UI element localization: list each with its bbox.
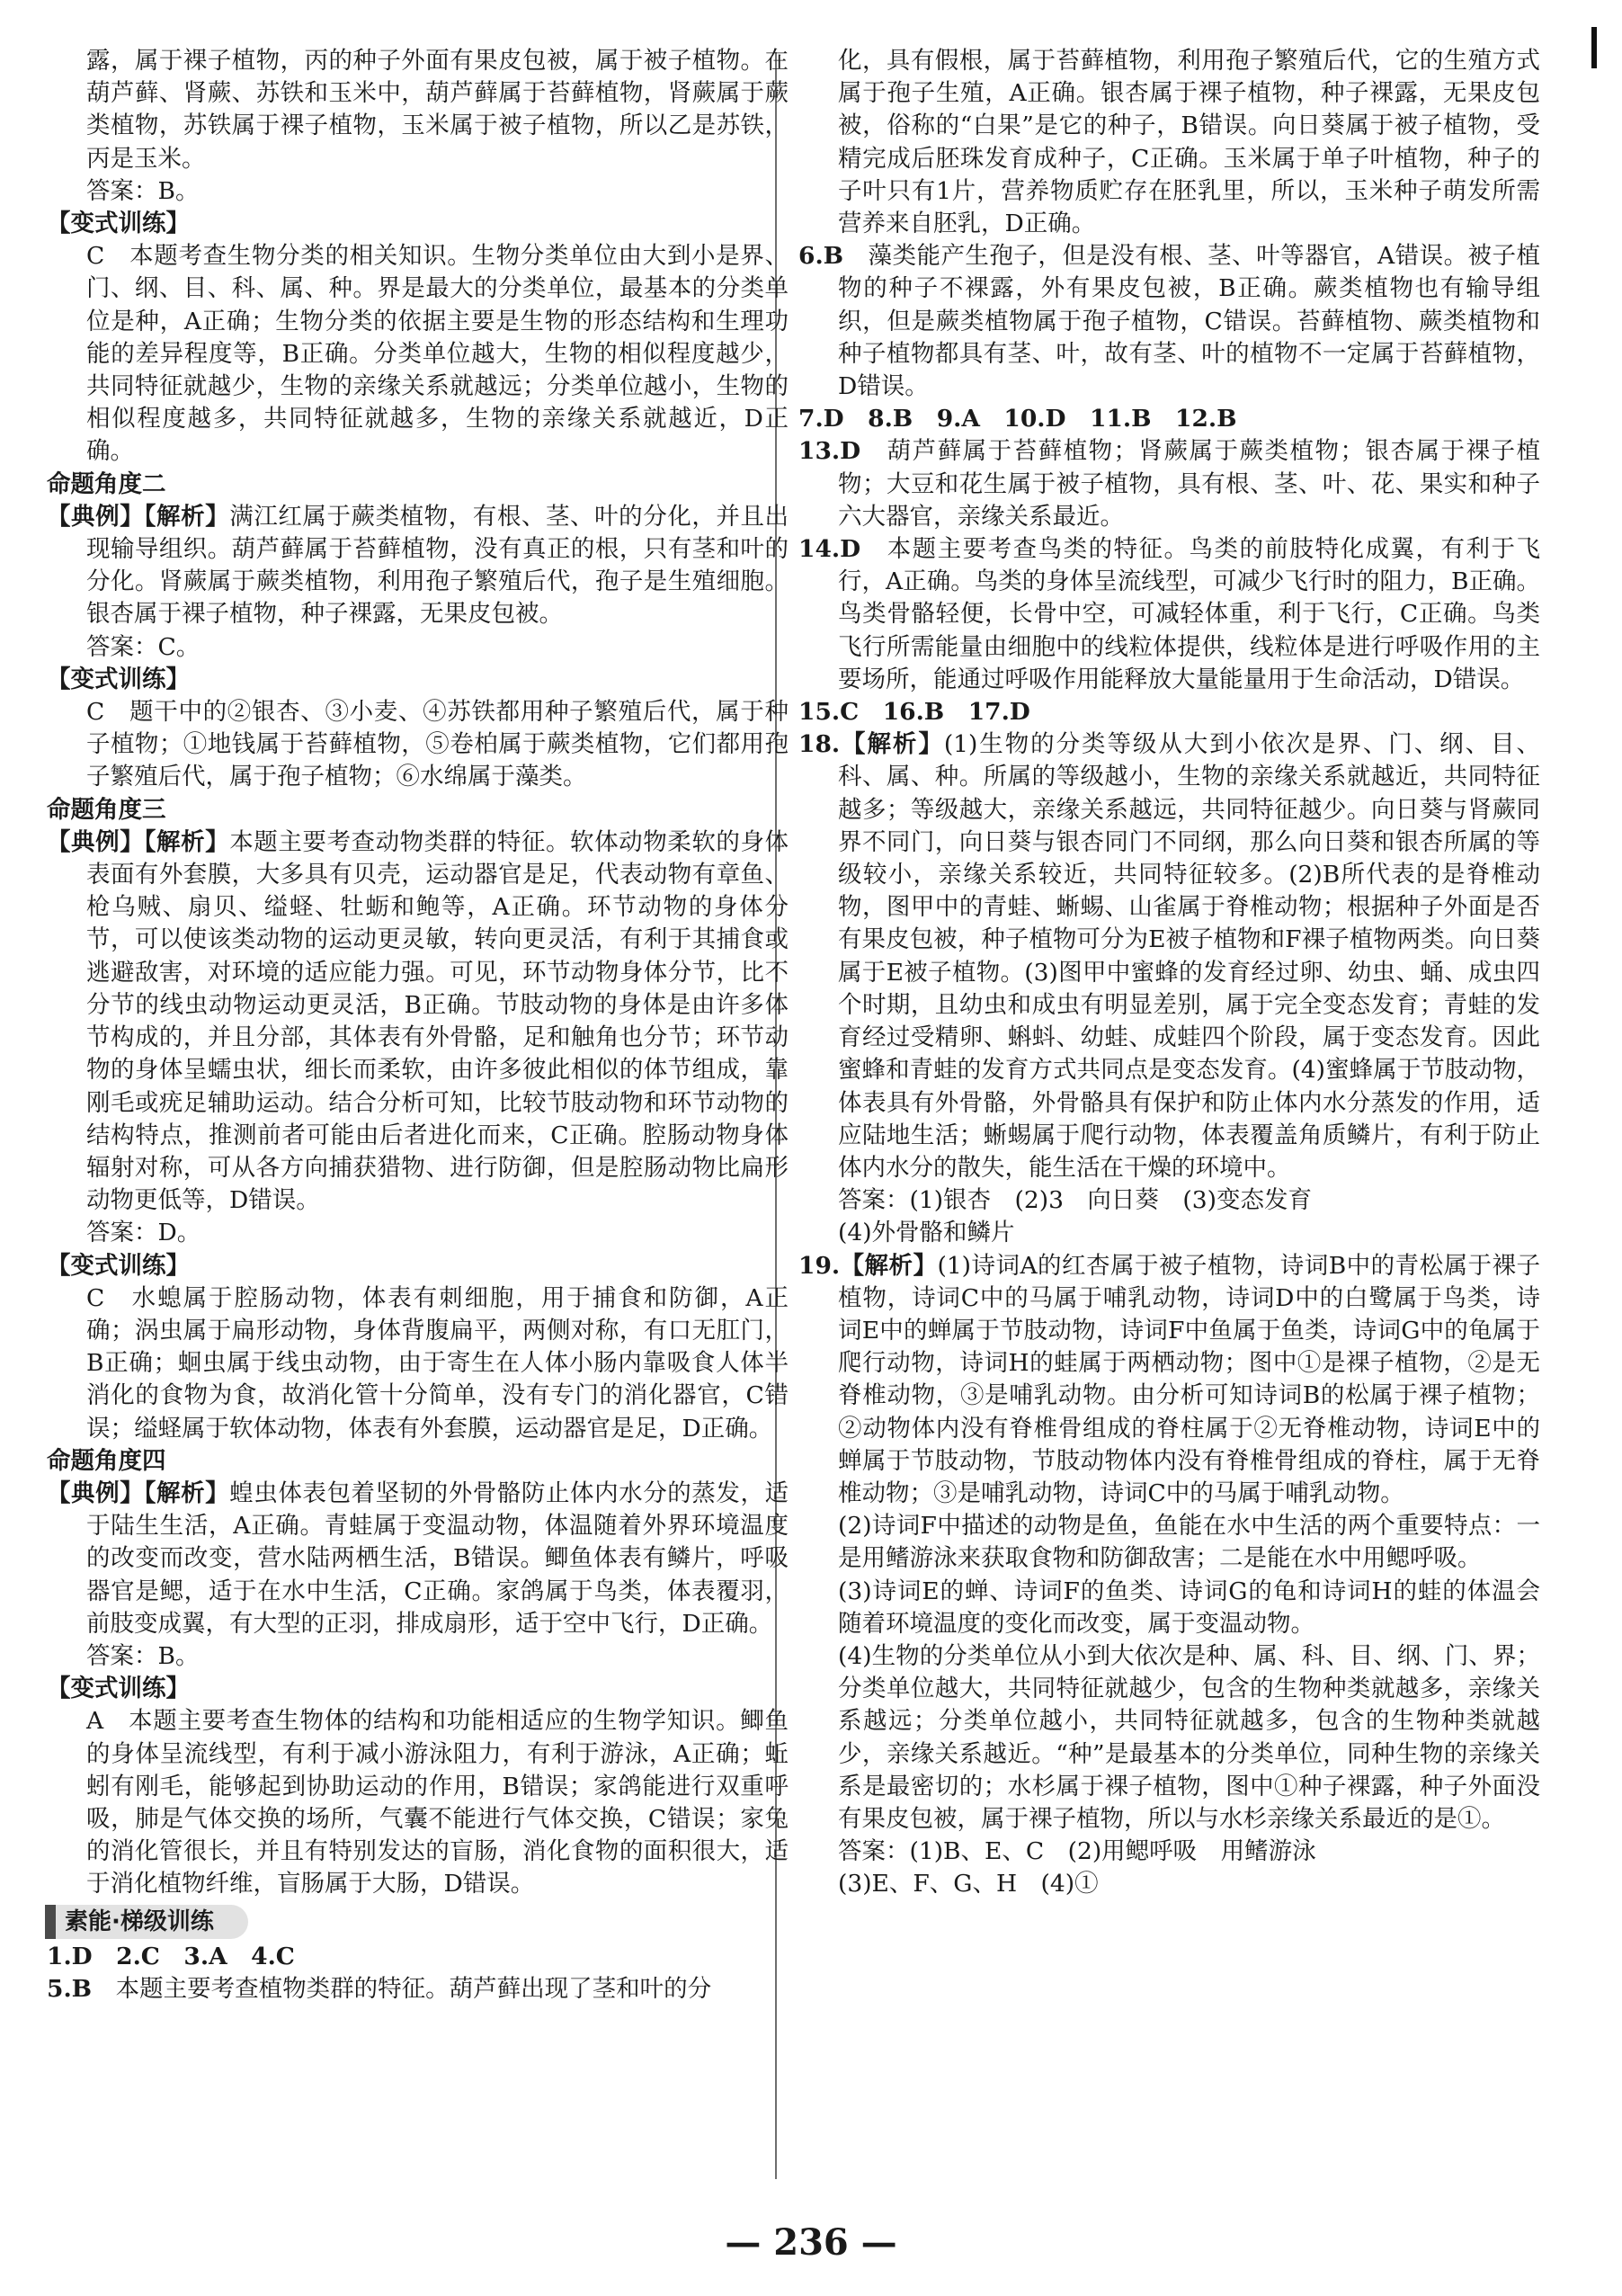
intro-answer: 答案：B。 bbox=[86, 176, 200, 205]
angle-2-variant-text: C 题干中的②银杏、③小麦、④苏铁都用种子繁殖后代，属于种子植物；①地钱属于苔藓植物，⑤卷柏属于蕨类植物，它们都用孢子繁殖后代，属于孢子植物；⑥水绵属于藻类。 bbox=[86, 698, 789, 791]
section-banner: 素能·梯级训练 bbox=[50, 1905, 248, 1939]
angle-4-example bbox=[47, 1478, 789, 1640]
question-6-text: 藻类能产生孢子，但是没有根、茎、叶等器官，A错误。被子植物的种子不裸露，外有果皮包被，B正确。蕨类植物也有输导组织，但是蕨类植物属于孢子植物，C错误。苔藓植物、蕨类植物和种子植物都具有茎、叶，故有茎、叶的植物不一定属于苔藓植物，D错误。 bbox=[838, 242, 1540, 401]
question-5-text: 本题主要考查植物类群的特征。葫芦藓出现了茎和叶的分 bbox=[115, 1974, 712, 2003]
answers-15-17: 15.C 16.B 17.D bbox=[798, 698, 1030, 727]
page-number-value: 236 bbox=[773, 2221, 849, 2264]
question-19-part-3: (3)诗词E的蝉、诗词F的鱼类、诗词G的龟和诗词H的蛙的体温会随着环境温度的变化而改变，属于变温动物。 bbox=[838, 1577, 1540, 1638]
angle-4-title: 命题角度四 bbox=[47, 1446, 166, 1475]
question-13-text: 葫芦藓属于苔藓植物；肾蕨属于蕨类植物；银杏属于裸子植物；大豆和花生属于被子植物，具有根、茎、叶、花、果实和种子六大器官，亲缘关系最近。 bbox=[838, 437, 1541, 531]
left-column bbox=[47, 45, 789, 2006]
angle-2-variant-heading: 【变式训练】 bbox=[47, 665, 190, 693]
variant-training-heading-1: 【变式训练】 bbox=[47, 210, 190, 238]
question-19-part-4: (4)生物的分类单位从小到大依次是种、属、科、目、纲、门、界；分类单位越大，共同特征就越少，包含的生物种类就越多，亲缘关系越远；分类单位越小，共同特征就越多，包含的生物种类就越少，亲缘关系越近。“种”是最基本的分类单位，同种生物的亲缘关系是最密切的；水杉属于裸子植物，图中①种子裸露，种子外面没有果皮包被，属于裸子植物，所以与水杉亲缘关系最近的是①。 bbox=[838, 1641, 1540, 1833]
question-13-number: 13.D bbox=[798, 437, 861, 466]
angle-3-example-label: 【典例】【解析】 bbox=[47, 827, 230, 856]
angle-2-answer: 答案：C。 bbox=[86, 632, 201, 661]
question-5-continued: 化，具有假根，属于苔藓植物，利用孢子繁殖后代，它的生殖方式属于孢子生殖，A正确。银杏属于裸子植物，种子裸露，无果皮包被，俗称的“白果”是它的种子，B错误。向日葵属于被子植物，受精完成后胚珠发育成种子，C正确。玉米属于单子叶植物，种子的子叶只有1片，营养物质贮存在胚乳里，所以，玉米种子萌发所需营养来自胚乳，D正确。 bbox=[838, 47, 1540, 238]
question-6 bbox=[798, 240, 1540, 403]
question-19-label: 【解析】 bbox=[840, 1251, 938, 1280]
angle-2-example-label: 【典例】【解析】 bbox=[47, 502, 230, 531]
question-5 bbox=[47, 1973, 789, 2006]
question-19-answer-1: 答案：(1)B、E、C (2)用鳃呼吸 用鳍游泳 bbox=[838, 1837, 1316, 1866]
page-edge-bar bbox=[1591, 27, 1597, 68]
angle-3-answer: 答案：D。 bbox=[86, 1219, 201, 1247]
angle-4-variant-heading: 【变式训练】 bbox=[47, 1675, 190, 1703]
angle-3-example-text: 本题主要考查动物类群的特征。软体动物柔软的身体表面有外套膜，大多具有贝壳，运动器官是足，代表动物有章鱼、枪乌贼、扇贝、缢蛏、牡蛎和鲍等，A正确。环节动物的身体分节，可以使该类动物的运动更灵敏，转向更灵活，有利于其捕食或逃避敌害，对环境的适应能力强。可见，环节动物身体分节，比不分节的线虫动物运动更灵活，B正确。节肢动物的身体是由许多体节构成的，并且分部，其体表有外骨骼，足和触角也分节；环节动物的身体呈蠕虫状，细长而柔软，由许多彼此相似的体节组成，靠刚毛或疣足辅助运动。结合分析可知，比较节肢动物和环节动物的结构特点，推测前者可能由后者进化而来，C正确。腔肠动物身体辐射对称，可从各方向捕获猎物、进行防御，但是腔肠动物比扁形动物更低等，D错误。 bbox=[86, 827, 789, 1215]
angle-2-example bbox=[47, 501, 789, 631]
question-18-number: 18. bbox=[798, 730, 841, 759]
angle-3-title: 命题角度三 bbox=[47, 795, 166, 824]
question-19-number: 19. bbox=[798, 1251, 841, 1280]
right-column bbox=[798, 45, 1540, 1901]
question-19-part-1: (1)诗词A的红杏属于被子植物，诗词B中的青松属于裸子植物，诗词C中的马属于哺乳动物，诗词D中的白鹭属于鸟类，诗词E中的蝉属于节肢动物，诗词F中鱼属于鱼类，诗词G中的龟属于爬行动物，诗词H的蛙属于两栖动物；图中①是裸子植物，②是无脊椎动物，③是哺乳动物。由分析可知诗词B的松属于裸子植物；②动物体内没有脊椎骨组成的脊柱属于②无脊椎动物，诗词E中的蝉属于节肢动物，节肢动物体内没有脊椎骨组成的脊柱，属于无脊椎动物；③是哺乳动物，诗词C中的马属于哺乳动物。 bbox=[838, 1251, 1540, 1507]
angle-3-variant-text: C 水螅属于腔肠动物，体表有刺细胞，用于捕食和防御，A正确；涡虫属于扁形动物，身体背腹扁平，两侧对称，有口无肛门，B正确；蛔虫属于线虫动物，由于寄生在人体小肠内靠吸食人体半消化的食物为食，故消化管十分简单，没有专门的消化器官，C错误；缢蛏属于软体动物，体表有外套膜，运动器官是足，D正确。 bbox=[86, 1283, 789, 1443]
angle-3-example bbox=[47, 826, 789, 1217]
question-18 bbox=[798, 728, 1540, 1184]
angle-4-example-label: 【典例】【解析】 bbox=[47, 1479, 230, 1507]
question-14-number: 14.D bbox=[798, 535, 861, 564]
answers-7-12: 7.D 8.B 9.A 10.D 11.B 12.B bbox=[798, 405, 1237, 433]
question-14-text: 本题主要考查鸟类的特征。鸟类的前肢特化成翼，有利于飞行，A正确。鸟类的身体呈流线型，可减少飞行时的阻力，B正确。鸟类骨骼轻便，长骨中空，可减轻体重，利于飞行，C正确。鸟类飞行所需能量由细胞中的线粒体提供，线粒体是进行呼吸作用的主要场所，能通过呼吸作用能释放大量能量用于生命活动，D错误。 bbox=[838, 535, 1541, 693]
question-18-answer-1: 答案：(1)银杏 (2)3 向日葵 (3)变态发育 bbox=[838, 1186, 1312, 1215]
question-6-number: 6.B bbox=[798, 242, 844, 271]
question-19-answer-2: (3)E、F、G、H (4)① bbox=[838, 1870, 1099, 1898]
angle-4-answer: 答案：B。 bbox=[86, 1641, 200, 1670]
intro-paragraph: 露，属于裸子植物，丙的种子外面有果皮包被，属于被子植物。在葫芦藓、肾蕨、苏铁和玉米中，葫芦藓属于苔藓植物，肾蕨属于蕨类植物，苏铁属于裸子植物，玉米属于被子植物，所以乙是苏铁，丙是玉米。 bbox=[86, 47, 789, 173]
variant-training-text-1: C 本题考查生物分类的相关知识。生物分类单位由大到小是界、门、纲、目、科、属、种。界是最大的分类单位，最基本的分类单位是种，A正确；生物分类的依据主要是生物的形态结构和生理功能的差异程度等，B正确。分类单位越大，生物的相似程度越少，共同特征就越少，生物的亲缘关系就越远；分类单位越小，生物的相似程度越多，共同特征就越多，生物的亲缘关系就越近，D正确。 bbox=[86, 242, 789, 466]
question-5-number: 5.B bbox=[47, 1974, 93, 2003]
angle-2-example-text: 满江红属于蕨类植物，有根、茎、叶的分化，并且出现输导组织。葫芦藓属于苔藓植物，没有真正的根，只有茎和叶的分化。肾蕨属于蕨类植物，利用孢子繁殖后代，孢子是生殖细胞。银杏属于裸子植物，种子裸露，无果皮包被。 bbox=[86, 502, 789, 629]
angle-4-example-text: 蝗虫体表包着坚韧的外骨骼防止体内水分的蒸发，适于陆生生活，A正确。青蛙属于变温动物，体温随着外界环境温度的改变而改变，营水陆两栖生活，B错误。鲫鱼体表有鳞片，呼吸器官是鳃，适于在水中生活，C正确。家鸽属于鸟类，体表覆羽，前肢变成翼，有大型的正羽，排成扇形，适于空中飞行，D正确。 bbox=[86, 1479, 789, 1638]
question-14 bbox=[798, 533, 1540, 696]
angle-4-variant-text: A 本题主要考查生物体的结构和功能相适应的生物学知识。鲫鱼的身体呈流线型，有利于减小游泳阻力，有利于游泳，A正确；蚯蚓有刚毛，能够起到协助运动的作用，B错误；家鸽能进行双重呼吸，肺是气体交换的场所，气囊不能进行气体交换，C错误；家兔的消化管很长，并且有特别发达的盲肠，消化食物的面积很大，适于消化植物纤维，盲肠属于大肠，D错误。 bbox=[86, 1707, 789, 1898]
angle-3-variant-heading: 【变式训练】 bbox=[47, 1251, 190, 1280]
question-13 bbox=[798, 435, 1540, 533]
question-19-part-2: (2)诗词F中描述的动物是鱼，鱼能在水中生活的两个重要特点：一是用鳍游泳来获取食物和防御敌害；二是能在水中用鳃呼吸。 bbox=[838, 1512, 1540, 1573]
question-18-text: (1)生物的分类等级从大到小依次是界、门、纲、目、科、属、种。所属的等级越小，生物的亲缘关系就越近，共同特征越多；等级越大，亲缘关系越远，共同特征越少。向日葵与肾蕨同界不同门，向日葵与银杏同门不同纲，那么向日葵和银杏所属的等级较小，亲缘关系较近，共同特征较多。(2)B所代表的是脊椎动物，图甲中的青蛙、蜥蜴、山雀属于脊椎动物；根据种子外面是否有果皮包被，种子植物可分为E被子植物和F裸子植物两类。向日葵属于E被子植物。(3)图甲中蜜蜂的发育经过卵、幼虫、蛹、成虫四个时期，且幼虫和成虫有明显差别，属于完全变态发育；青蛙的发育经过受精卵、蝌蚪、幼蛙、成蛙四个阶段，属于变态发育。因此蜜蜂和青蛙的发育方式共同点是变态发育。(4)蜜蜂属于节肢动物，体表具有外骨骼，外骨骼具有保护和防止体内水分蒸发的作用，适应陆地生活；蜥蜴属于爬行动物，体表覆盖角质鳞片，有利于防止体内水分的散失，能生活在干燥的环境中。 bbox=[838, 730, 1541, 1182]
question-18-answer-2: (4)外骨骼和鳞片 bbox=[838, 1219, 1015, 1247]
page-number: — 236 — bbox=[725, 2221, 897, 2264]
question-18-label: 【解析】 bbox=[840, 730, 944, 759]
angle-2-title: 命题角度二 bbox=[47, 469, 166, 498]
question-19 bbox=[798, 1250, 1540, 1511]
answers-1-4: 1.D 2.C 3.A 4.C bbox=[47, 1942, 295, 1970]
